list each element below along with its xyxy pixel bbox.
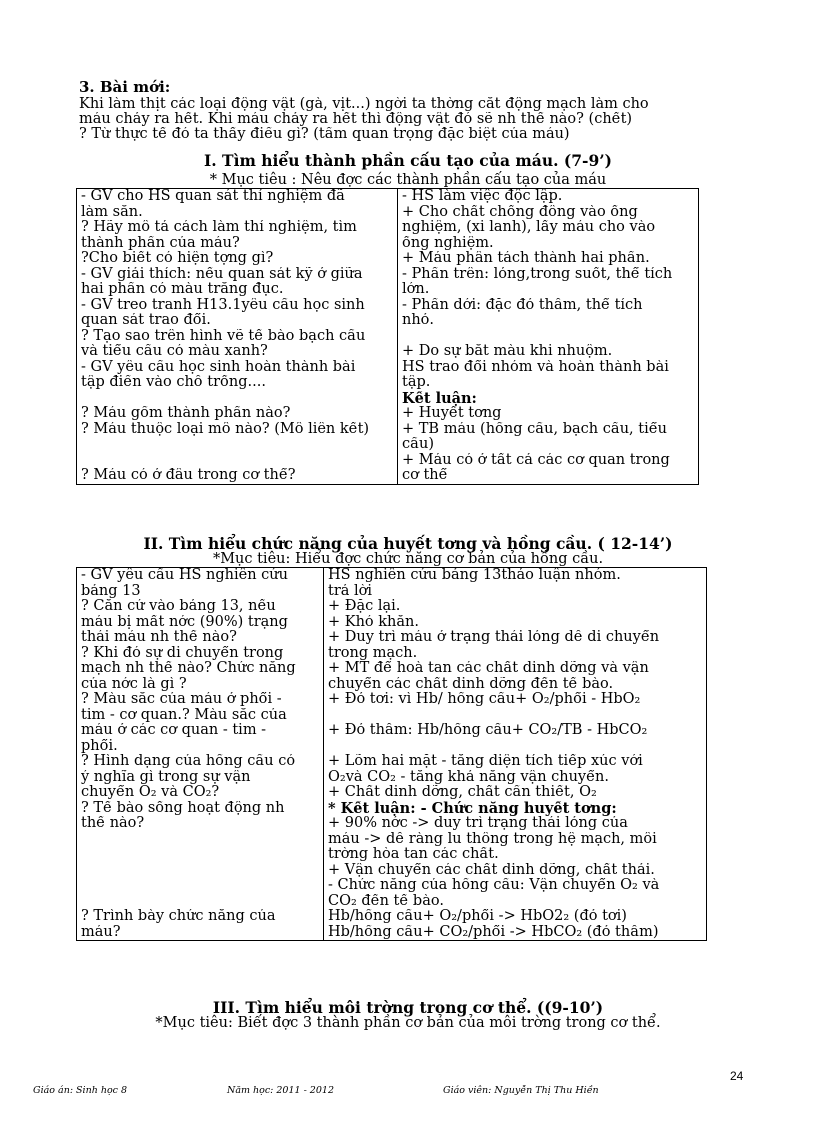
cell-line: + MT để hoà tan các chất dinh dỡng và vận [328, 661, 649, 676]
page-number: 24 [730, 1069, 744, 1083]
cell-line: ? Máu thuộc loại mô nào? (Mô liên kết) [81, 421, 370, 437]
cell-line: ? Hãy mô tả cách làm thí nghiệm, tìm [81, 220, 357, 235]
cell-line: của nớc là gì ? [81, 676, 187, 692]
intro-line: Khi làm thịt các loại động vật (gà, vịt...) ngời ta thờng cắt động mạch làm cho [79, 97, 649, 112]
cell-line: tim - cơ quan.? Màu sắc của [81, 707, 287, 723]
section-1-title: I. Tìm hiểu thành phần cấu tạo của máu. (7-9’) [204, 151, 612, 170]
cell-line [81, 878, 319, 894]
cell-line: bảng 13 [81, 583, 141, 599]
cell-line: - Chức năng của hồng cầu: Vận chuyển O₂ và [328, 878, 660, 893]
cell-line: HS nghiên cứu bảng 13thảo luận nhóm. [328, 568, 621, 583]
cell-line [81, 894, 319, 910]
cell-line: chuyển các chất dinh dỡng đến tế bào. [328, 676, 614, 692]
cell-line: + Duy trì máu ở trạng thái lỏng dễ di chuyển [328, 630, 660, 645]
cell-line: - Phần trên: lỏng,trong suốt, thể tích [402, 266, 673, 282]
teacher-activities-cell [77, 568, 324, 941]
section-3-title: III. Tìm hiểu môi trờng trong cơ thể. ((9-10’) [212, 998, 604, 1017]
cell-line: máu bị mất nớc (90%) trạng [81, 614, 288, 630]
cell-line: - HS làm việc độc lập. [402, 189, 563, 204]
cell-line: trờng hòa tan các chất. [328, 847, 499, 862]
cell-line: ? Màu sắc của máu ở phổi - [81, 692, 282, 707]
cell-line: lớn. [402, 282, 430, 297]
cell-line: thái máu nh thế nào? [81, 630, 237, 645]
cell-line: + Vận chuyển các chất dinh dỡng, chất thải. [328, 862, 655, 878]
intro-line: ? Từ thực tế đó ta thấy điều gì? (tầm quan trọng đặc biệt của máu) [79, 127, 570, 142]
cell-line: - GV treo tranh H13.1yêu cầu học sinh [81, 297, 365, 313]
section-2-title: II. Tìm hiểu chức năng của huyết tơng và hồng cầu. ( 12-14’) [143, 534, 673, 553]
cell-line: + Máu có ở tất cả các cơ quan trong [402, 452, 670, 468]
intro-paragraph [79, 97, 739, 142]
cell-line: + Huyết tơng [402, 406, 502, 421]
cell-line: thành phần của máu? [81, 235, 240, 251]
cell-line: ? Máu gồm thành phần nào? [81, 406, 291, 421]
intro-line: máu chảy ra hết. Khi máu chảy ra hết thì động vật đó sẽ nh thế nào? (chết) [79, 112, 633, 127]
cell-line: + Do sự bắt màu khi nhuộm. [402, 344, 613, 359]
cell-line: O₂và CO₂ - tăng khả năng vận chuyển. [328, 769, 609, 785]
cell-line: chuyển O₂ và CO₂? [81, 785, 220, 800]
cell-line: ? Hình dạng của hồng cầu có [81, 754, 296, 769]
footer-subject: Giáo án: Sinh học 8 [33, 1085, 128, 1096]
cell-line: - GV yêu cầu học sinh hoàn thành bài [81, 359, 356, 375]
section-2-goal: *Mục tiêu: Hiểu đợc chức năng cơ bản của hồng cầu. [212, 551, 604, 567]
cell-line: CO₂ đến tế bào. [328, 893, 444, 909]
cell-line: + Đỏ thẫm: Hb/hồng cầu+ CO₂/TB - HbCO₂ [328, 723, 648, 738]
conclusion-label: * Kết luận: - Chức năng huyết tơng: [328, 800, 617, 816]
cell-line [81, 437, 393, 453]
table-row [77, 568, 707, 941]
cell-line: - GV yêu cầu HS nghiên cứu [81, 568, 288, 583]
cell-line [81, 391, 393, 407]
cell-line: ống nghiệm. [402, 235, 494, 251]
cell-line: - Phần dới: đặc đỏ thẫm, thể tích [402, 297, 643, 313]
cell-line: máu ở các cơ quan - tim - [81, 723, 267, 738]
cell-line [328, 708, 702, 724]
cell-line: trả lời [328, 583, 373, 599]
cell-line: và tiểu cầu có màu xanh? [81, 344, 268, 359]
cell-line: làm sẵn. [81, 204, 143, 220]
cell-line: máu? [81, 924, 121, 940]
cell-line: nghiệm, (xi lanh), lấy máu cho vào [402, 220, 656, 235]
cell-line: tập. [402, 375, 431, 390]
cell-line: cơ thể [402, 468, 448, 483]
cell-line: ? Máu có ở đâu trong cơ thể? [81, 468, 296, 483]
cell-line: Hb/hồng cầu+ CO₂/phổi -> HbCO₂ (đỏ thẫm) [328, 924, 659, 940]
section-1-table [76, 188, 699, 485]
cell-line: + Chất dinh dỡng, chất cần thiết, O₂ [328, 785, 597, 800]
cell-line: quan sát trao đổi. [81, 313, 211, 328]
cell-line: + Lõm hai mặt - tăng diện tích tiếp xúc với [328, 754, 643, 769]
cell-line [402, 329, 694, 345]
cell-line: máu -> dễ ràng lu thông trong hệ mạch, môi [328, 831, 657, 847]
cell-line: tập điền vào chỗ trống.... [81, 375, 266, 390]
cell-line: - GV giải thích: nếu quan sát kỹ ở giữa [81, 266, 363, 282]
section-2-table [76, 567, 707, 941]
new-lesson-heading: 3. Bài mới: [79, 78, 171, 96]
cell-line: + Đỏ tơi: vì Hb/ hồng cầu+ O₂/phổi - HbO₂ [328, 692, 641, 707]
cell-line: phổi. [81, 738, 118, 754]
cell-line [81, 832, 319, 848]
cell-line: + 90% nớc -> duy trì trạng thái lỏng của [328, 816, 628, 831]
cell-line: + Đặc lại. [328, 599, 401, 614]
cell-line: ? Căn cứ vào bảng 13, nếu [81, 599, 276, 614]
cell-line: hai phần có màu trắng đục. [81, 282, 284, 297]
cell-line [81, 847, 319, 863]
footer-teacher: Giáo viên: Nguyễn Thị Thu Hiền [443, 1085, 599, 1096]
section-1-goal: * Mục tiêu : Nêu đợc các thành phần cấu tạo của máu [209, 172, 607, 188]
cell-line: ? Tế bào sống hoạt động nh [81, 800, 285, 816]
footer-school-year: Năm học: 2011 - 2012 [227, 1085, 334, 1096]
cell-line: + TB máu (hồng cầu, bạch cầu, tiểu [402, 421, 667, 437]
cell-line: - GV cho HS quan sát thí nghiệm đã [81, 189, 345, 204]
table-row [77, 189, 699, 485]
cell-line: + Khó khăn. [328, 614, 419, 630]
cell-line: cầu) [402, 437, 435, 452]
cell-line: nhỏ. [402, 313, 435, 328]
conclusion-label: Kết luận: [402, 390, 477, 406]
cell-line: ? Khi đó sự di chuyển trong [81, 645, 284, 661]
section-3-goal: *Mục tiêu: Biết đợc 3 thành phần cơ bản của môi trờng trong cơ thể. [155, 1015, 661, 1031]
teacher-activities-cell [77, 189, 398, 485]
student-activities-cell [324, 568, 707, 941]
cell-line: trong mạch. [328, 645, 418, 661]
cell-line: HS trao đổi nhóm và hoàn thành bài [402, 359, 669, 375]
student-activities-cell [398, 189, 699, 485]
cell-line [328, 739, 702, 755]
cell-line: thế nào? [81, 816, 145, 831]
cell-line: ? Tạo sao trên hình vẽ tế bào bạch cầu [81, 328, 366, 344]
cell-line [81, 453, 393, 469]
cell-line: ? Trình bày chức năng của [81, 909, 276, 924]
cell-line: Hb/hồng cầu+ O₂/phổi -> HbO2₂ (đỏ tơi) [328, 909, 627, 924]
cell-line: ?Cho biết có hiện tợng gì? [81, 251, 274, 266]
cell-line [81, 863, 319, 879]
cell-line: ý nghĩa gì trong sự vận [81, 769, 251, 785]
cell-line: + Máu phân tách thành hai phần. [402, 251, 650, 266]
cell-line: + Cho chất chống đông vào ống [402, 204, 638, 220]
cell-line: mạch nh thế nào? Chức năng [81, 661, 296, 676]
